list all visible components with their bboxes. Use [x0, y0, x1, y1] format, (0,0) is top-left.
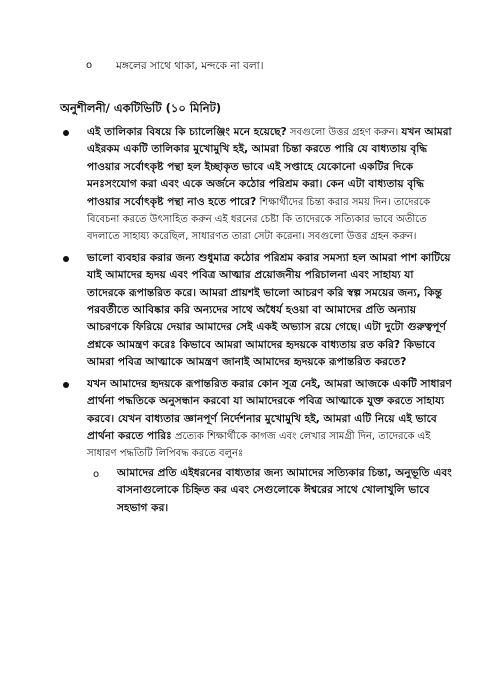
list-item [60, 124, 455, 246]
bold-text: ভালো ব্যবহার করার জন্য শুধুমাত্র কঠোর পরিশ্রম করার সমস্যা হল আমরা পাশ কাটিয়ে যাই আমাদের হৃদয় এবং পবিত্র আত্মার প্রয়োজনীয় পরিচালনা এবং সাহায্য যা তাদেরকে রূপান্তরিত করে। আমরা প্রায়শই ভালো আচরণ করি স্বল্প সময়ের জন্য, কিন্তু পরবর্তীতে আবিষ্কার করি অন্যদের সাথে অধৈর্য হওয়া বা আমাদের প্রতি অন্যায় আচরণকে ফিরিয়ে দেয়ার আমাদের সেই একই অভ্যাস রয়ে গেছে। এটা দুটো গুরুত্বপূর্ণ প্রশ্নকে আমন্ত্রণ করেঃ কিভাবে আমরা আমাদের হৃদয়কে বাধ্যতায় রত করি? কিভাবে আমরা পবিত্র আত্মাকে আমন্ত্রণ জানাই আমাদের হৃদয়কে রূপান্তরিত করতে? [87, 251, 451, 369]
bullet-list [60, 124, 455, 521]
filled-circle-bullet-icon [63, 256, 69, 262]
sub-list-item [87, 465, 455, 517]
instruction-text: সবগুলো উত্তর গ্রহণ করুন। [286, 127, 402, 138]
section-heading: অনুশীলনী/ একটিভিটি (১০ মিনিট) [60, 101, 222, 115]
sub-list-item-text [117, 465, 455, 517]
list-item-text [87, 250, 455, 372]
sub-list-item-text: মঙ্গলের সাথে থাকা, মন্দকে না বলা। [116, 60, 264, 72]
bold-text: এই তালিকার বিষয়ে কি চ্যালেঞ্জিং মনে হয়েছে? [87, 126, 287, 138]
instruction-text: প্রত্যেক শিক্ষার্থীকে কাগজ এবং লেখার সামগ্রী দিন, তাদেরকে এই সাধারণ পদ্ধতিটি লিপিবদ্ধ করতে বলুনঃ [87, 430, 431, 460]
hollow-circle-bullet-icon: o [86, 60, 93, 71]
list-item [60, 376, 455, 517]
bold-text: যখন আমাদের হৃদয়কে রূপান্তরিত করার কোন সূত্র নেই, আমরা আজকে একটি সাধারণ প্রার্থনা পদ্ধতিকে অনুসন্ধান করবো যা আমাদেরকে পবিত্র আত্মাকে যুক্ত করতে সাহায্য করবে। যেখন বাধ্যতার জ্ঞানপূর্ণ নির্দেশনার মুখোমুখি হই, আমরা এটি নিয়ে এই ভাবে প্রার্থনা করতে পারিঃ [87, 377, 452, 442]
list-item-text [87, 124, 455, 246]
bold-text: আমাদের প্রতি এইধরনের বাধ্যতার জন্য আমাদের সত্যিকার চিন্তা, অনুভূতি এবং বাসনাগুলোকে চিহ্নিত কর এবং সেগুলোকে ঈশ্বরের সাথে খোলাখুলি ভাবে সহভাগ কর। [117, 466, 452, 514]
list-item [60, 250, 455, 372]
filled-circle-bullet-icon [63, 130, 69, 136]
hollow-circle-bullet-icon: o [93, 468, 100, 480]
filled-circle-bullet-icon [63, 382, 69, 388]
bold-text: যখন আমরা এইরকম একটি তালিকার মুখোমুখি হই, আমরা চিন্তা করতে পারি যে বাধ্যতায় বৃদ্ধি পাওয়ার সর্বোৎকৃষ্ট পন্থা হল ইচ্ছাকৃত ভাবে এই সপ্তাহে যেকোনো একটির দিকে মনঃসংযোগ করা এবং একে অর্জনে কঠোর পরিশ্রম করা। কেন এটা বাধ্যতায় বৃদ্ধি পাওয়ার সর্বোৎকৃষ্ট পন্থা নাও হতে পারে? [87, 126, 452, 208]
instruction-text: শিক্ষার্থীদের চিন্তা করার সময় দিন। তাদেরকে বিবেচনা করতে উৎসাহিত করুন এই ধরনের চেষ্টা কি তাদেরকে সত্যিকার ভাবে অতীতে বদলাতে সাহায্য করেছিল, সাধারণত তারা সেটা করেনা। সবগুলো উত্তর গ্রহন করুন। [87, 196, 431, 243]
list-item-text [87, 376, 455, 463]
